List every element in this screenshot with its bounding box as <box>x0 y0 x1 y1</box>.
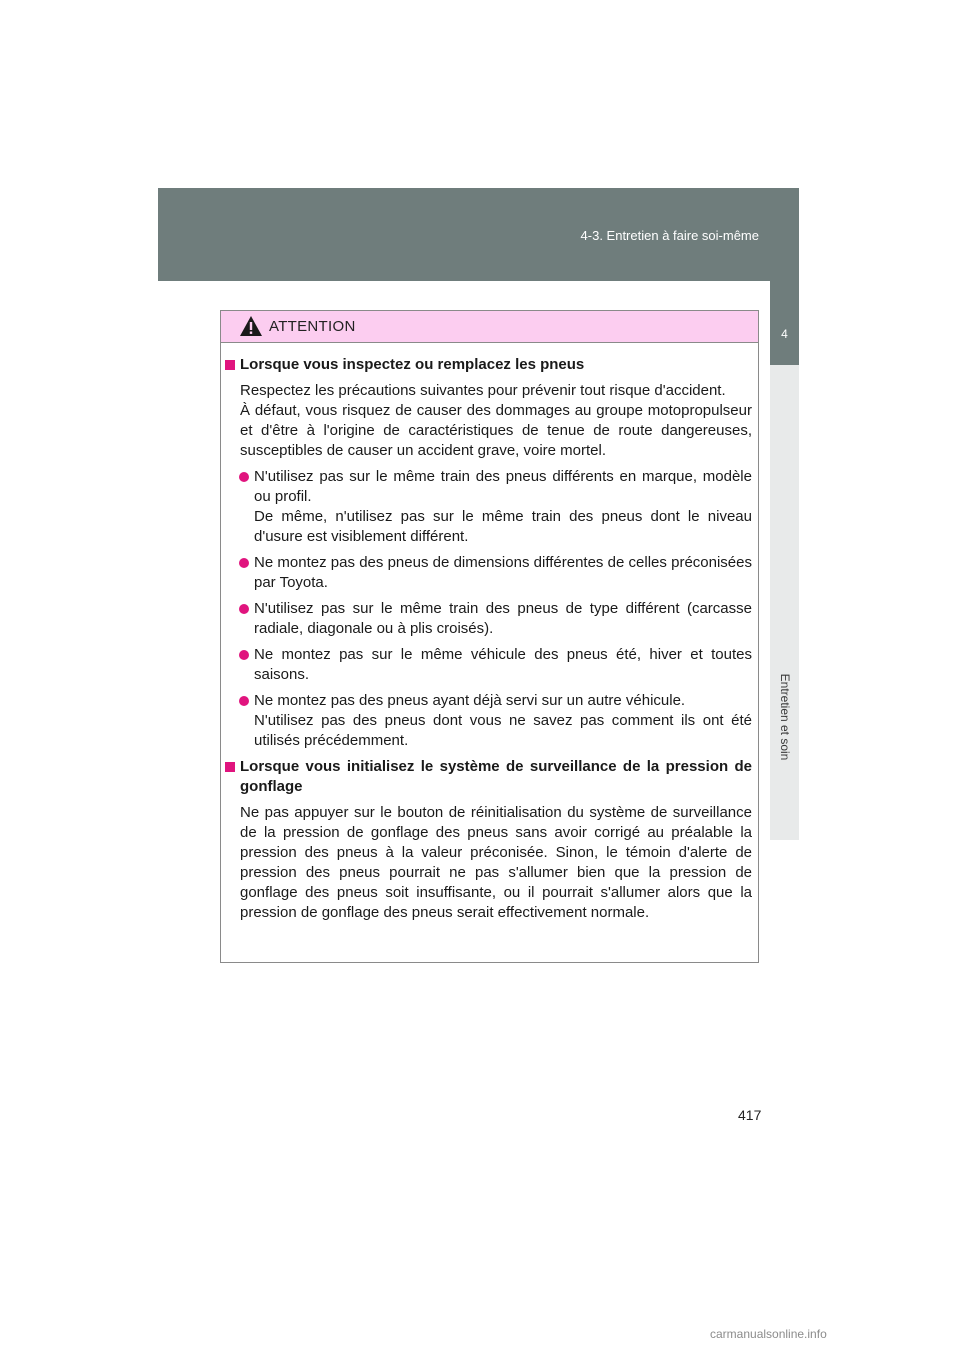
warning-box <box>220 310 759 963</box>
warning-body <box>221 343 758 923</box>
page-number: 417 <box>738 1107 762 1123</box>
bullet-line: Ne montez pas des pneus de dimensions différentes de celles préconisées par Toyota. <box>254 554 752 591</box>
pressure-paragraph <box>221 803 752 923</box>
bullet-line: Ne montez pas sur le même véhicule des pneus été, hiver et toutes saisons. <box>254 646 752 683</box>
round-bullet-icon <box>239 650 249 660</box>
bullet-line: Ne montez pas des pneus ayant déjà servi sur un autre véhicule. <box>254 692 686 709</box>
chapter-tab-label <box>770 365 799 840</box>
intro-paragraph <box>221 381 752 461</box>
pressure-text: Ne pas appuyer sur le bouton de réinitialisation du système de surveillance de la pression de gonflage des pneus sans avoir corrigé au préalable la pression des pneus à la valeur préconisée. Sinon, le témoin d'alerte de pression des pneus pourrait ne pas s'allumer bien que la pression de gonflage des pneus soit insuffisante, ou il pourrait s'allumer alors que la pression de gonflage des pneus serait effectivement normale. <box>240 804 752 921</box>
bullet-line: N'utilisez pas sur le même train des pneus de type différent (carcasse radiale, diagonale ou à plis croisés). <box>254 600 752 637</box>
section-heading-pressure <box>221 757 752 797</box>
section-heading-text: Lorsque vous initialisez le système de surveillance de la pression de gonflage <box>240 758 752 795</box>
round-bullet-icon <box>239 696 249 706</box>
bullet-item <box>221 599 752 639</box>
section-title: 4-3. Entretien à faire soi-même <box>580 228 759 243</box>
bullet-line: N'utilisez pas sur le même train des pneus différents en marque, modèle ou profil. <box>254 468 752 505</box>
warning-triangle-icon <box>239 315 263 337</box>
warning-title: ATTENTION <box>269 318 356 335</box>
warning-header <box>221 311 758 343</box>
header-band <box>158 188 799 281</box>
watermark: carmanualsonline.info <box>710 1327 827 1341</box>
square-bullet-icon <box>225 360 235 370</box>
chapter-label: Entretien et soin <box>777 673 792 761</box>
round-bullet-icon <box>239 472 249 482</box>
bullet-line: N'utilisez pas des pneus dont vous ne savez pas comment ils ont été utilisés précédemment. <box>254 712 752 749</box>
section-heading-tires <box>221 355 752 375</box>
chapter-tab-number <box>770 281 799 365</box>
intro-line: À défaut, vous risquez de causer des dommages au groupe motopropulseur et d'être à l'origine de caractéristiques de tenue de route dangereuses, susceptibles de causer un accident grave, voire mortel. <box>240 402 752 459</box>
round-bullet-icon <box>239 604 249 614</box>
bullet-item <box>221 553 752 593</box>
bullet-item <box>221 691 752 751</box>
section-heading-text: Lorsque vous inspectez ou remplacez les pneus <box>240 356 585 373</box>
round-bullet-icon <box>239 558 249 568</box>
square-bullet-icon <box>225 762 235 772</box>
bullet-line: De même, n'utilisez pas sur le même train des pneus dont le niveau d'usure est visiblement différent. <box>254 508 752 545</box>
bullet-item <box>221 645 752 685</box>
intro-line: Respectez les précautions suivantes pour prévenir tout risque d'accident. <box>240 382 726 399</box>
chapter-number: 4 <box>781 327 788 341</box>
bullet-item <box>221 467 752 547</box>
